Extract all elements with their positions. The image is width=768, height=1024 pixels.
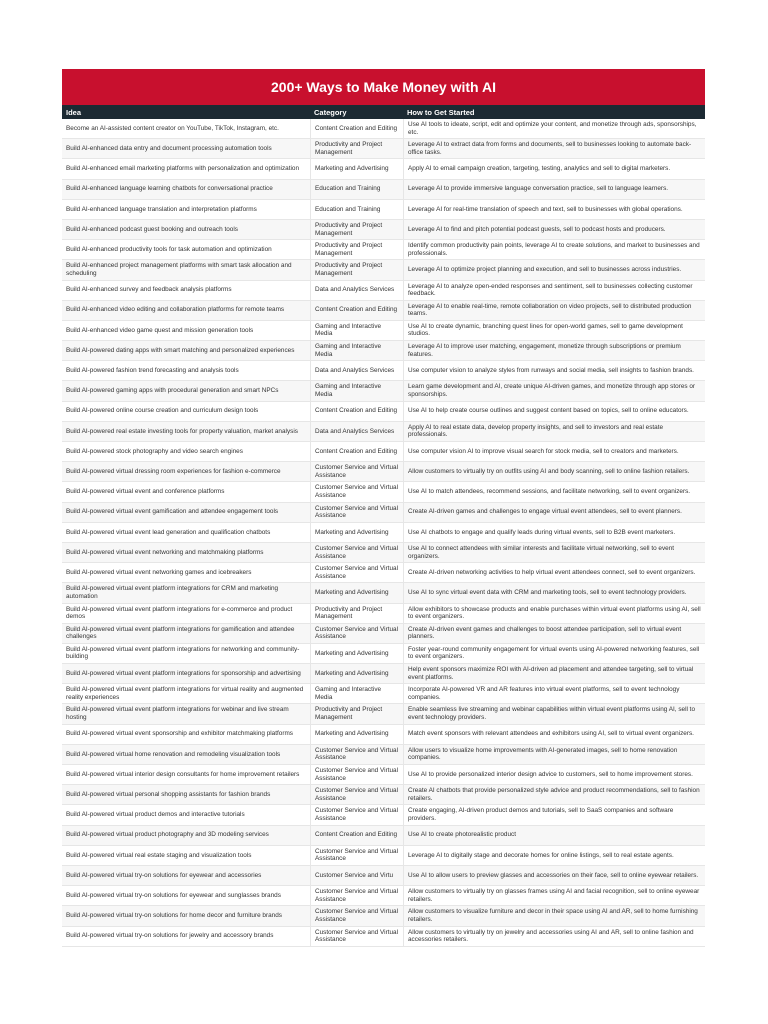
category-cell: Content Creation and Editing <box>310 402 403 421</box>
category-cell: Education and Training <box>310 200 403 219</box>
table-row <box>62 624 705 644</box>
how-to-cell: Use AI to match attendees, recommend sessions, and facilitate networking, sell to event organizers. <box>403 482 705 501</box>
table-row <box>62 684 705 704</box>
table-header <box>62 105 705 119</box>
how-to-cell: Create AI chatbots that provide personalized style advice and product recommendations, sell to fashion retailers. <box>403 785 705 804</box>
category-cell: Data and Analytics Services <box>310 422 403 441</box>
idea-cell: Build AI-enhanced data entry and document processing automation tools <box>66 144 272 152</box>
how-to-cell: Incorporate AI-powered VR and AR features into virtual event platforms, sell to event technology companies. <box>403 684 705 703</box>
idea-cell: Build AI-powered virtual event platform integrations for networking and community-building <box>66 645 300 661</box>
table-row <box>62 805 705 825</box>
idea-cell: Build AI-powered virtual event platform integrations for webinar and live stream hosting <box>66 706 289 722</box>
spreadsheet-page <box>62 69 705 947</box>
document-title: 200+ Ways to Make Money with AI <box>271 79 496 95</box>
how-to-cell: Allow users to visualize home improvements with AI-generated images, sell to home renovation companies. <box>403 745 705 764</box>
category-cell: Customer Service and Virtu <box>310 866 403 885</box>
idea-cell: Build AI-powered virtual event gamification and attendee engagement tools <box>66 508 279 516</box>
category-cell: Education and Training <box>310 180 403 199</box>
table-row <box>62 704 705 724</box>
category-cell: Data and Analytics Services <box>310 281 403 300</box>
idea-cell: Build AI-powered virtual try-on solutions for home decor and furniture brands <box>66 912 282 920</box>
table-row <box>62 301 705 321</box>
idea-cell: Build AI-enhanced language learning chatbots for conversational practice <box>66 185 273 193</box>
how-to-cell: Leverage AI to optimize project planning and execution, and sell to businesses across industries. <box>403 260 705 279</box>
how-to-cell: Allow customers to visualize furniture and decor in their space using AI and AR, sell to home furnishing retailers. <box>403 906 705 925</box>
idea-cell: Build AI-powered virtual try-on solutions for jewelry and accessory brands <box>66 932 274 940</box>
column-header-how-to-get-started: How to Get Started <box>407 107 475 117</box>
table-row <box>62 422 705 442</box>
idea-cell: Build AI-powered virtual event platform integrations for gamification and attendee challenges <box>66 625 295 641</box>
table-row <box>62 281 705 301</box>
table-row <box>62 745 705 765</box>
idea-cell: Build AI-powered real estate investing tools for property valuation, market analysis <box>66 427 298 435</box>
category-cell: Data and Analytics Services <box>310 361 403 380</box>
idea-cell: Build AI-enhanced video game quest and mission generation tools <box>66 326 254 334</box>
category-cell: Customer Service and Virtual Assistance <box>310 482 403 501</box>
how-to-cell: Allow customers to virtually try on glasses frames using AI and facial recognition, sell to online eyewear retailers. <box>403 886 705 905</box>
idea-cell: Build AI-enhanced productivity tools for task automation and optimization <box>66 245 272 253</box>
table-row <box>62 220 705 240</box>
table-row <box>62 604 705 624</box>
how-to-cell: Identify common productivity pain points, leverage AI to create solutions, and market to businesses and professionals. <box>403 240 705 259</box>
table-row <box>62 482 705 502</box>
table-row <box>62 886 705 906</box>
idea-cell: Build AI-powered virtual event lead generation and qualification chatbots <box>66 528 271 536</box>
how-to-cell: Match event sponsors with relevant attendees and exhibitors using AI, sell to virtual event organizers. <box>403 725 705 744</box>
table-row <box>62 159 705 179</box>
how-to-cell: Apply AI to real estate data, develop property insights, and sell to investors and real estate professionals. <box>403 422 705 441</box>
table-row <box>62 644 705 664</box>
category-cell: Customer Service and Virtual Assistance <box>310 624 403 643</box>
table-row <box>62 563 705 583</box>
category-cell: Marketing and Advertising <box>310 644 403 663</box>
how-to-cell: Create engaging, AI-driven product demos and tutorials, sell to SaaS companies and software providers. <box>403 805 705 824</box>
how-to-cell: Allow customers to virtually try on outfits using AI and body scanning, sell to online fashion retailers. <box>403 462 705 481</box>
how-to-cell: Leverage AI to digitally stage and decorate homes for online listings, sell to real estate agents. <box>403 846 705 865</box>
idea-cell: Build AI-powered virtual personal shopping assistants for fashion brands <box>66 790 271 798</box>
how-to-cell: Use AI chatbots to engage and qualify leads during virtual events, sell to B2B event marketers. <box>403 523 705 542</box>
idea-cell: Build AI-powered virtual try-on solutions for eyewear and sunglasses brands <box>66 891 281 899</box>
category-cell: Content Creation and Editing <box>310 442 403 461</box>
idea-cell: Build AI-powered gaming apps with procedural generation and smart NPCs <box>66 387 279 395</box>
category-cell: Customer Service and Virtual Assistance <box>310 765 403 784</box>
table-row <box>62 543 705 563</box>
category-cell: Customer Service and Virtual Assistance <box>310 805 403 824</box>
how-to-cell: Help event sponsors maximize ROI with AI-driven ad placement and attendee targeting, sell to virtual event platforms. <box>403 664 705 683</box>
table-row <box>62 765 705 785</box>
idea-cell: Build AI-powered virtual try-on solutions for eyewear and accessories <box>66 871 262 879</box>
category-cell: Marketing and Advertising <box>310 725 403 744</box>
category-cell: Productivity and Project Management <box>310 704 403 723</box>
category-cell: Productivity and Project Management <box>310 220 403 239</box>
idea-cell: Build AI-powered virtual dressing room experiences for fashion e-commerce <box>66 467 281 475</box>
idea-cell: Build AI-enhanced podcast guest booking and outreach tools <box>66 225 238 233</box>
idea-cell: Build AI-powered virtual home renovation and remodeling visualization tools <box>66 750 281 758</box>
how-to-cell: Allow exhibitors to showcase products and enable purchases within virtual event platforms using AI, sell to event organizers. <box>403 604 705 623</box>
category-cell: Productivity and Project Management <box>310 260 403 279</box>
how-to-cell: Leverage AI to analyze open-ended responses and sentiment, sell to businesses collecting customer feedback. <box>403 281 705 300</box>
category-cell: Marketing and Advertising <box>310 583 403 602</box>
table-row <box>62 321 705 341</box>
idea-cell: Build AI-powered virtual event platform integrations for virtual reality and augmented reality experiences <box>66 686 304 701</box>
idea-cell: Build AI-enhanced email marketing platforms with personalization and optimization <box>66 165 300 173</box>
table-row <box>62 402 705 422</box>
idea-cell: Build AI-powered virtual event platform integrations for e-commerce and product demos <box>66 605 293 621</box>
category-cell: Customer Service and Virtual Assistance <box>310 886 403 905</box>
table-row <box>62 442 705 462</box>
idea-cell: Become an AI-assisted content creator on YouTube, TikTok, Instagram, etc. <box>66 124 279 132</box>
category-cell: Gaming and Interactive Media <box>310 321 403 340</box>
category-cell: Customer Service and Virtual Assistance <box>310 906 403 925</box>
category-cell: Content Creation and Editing <box>310 301 403 320</box>
category-cell: Gaming and Interactive Media <box>310 341 403 360</box>
category-cell: Content Creation and Editing <box>310 826 403 845</box>
table-row <box>62 240 705 260</box>
table-row <box>62 725 705 745</box>
table-row <box>62 139 705 159</box>
how-to-cell: Use AI tools to ideate, script, edit and optimize your content, and monetize through ads, sponsorships, etc. <box>403 119 705 138</box>
category-cell: Content Creation and Editing <box>310 119 403 138</box>
idea-cell: Build AI-enhanced project management platforms with smart task allocation and scheduling <box>66 262 292 277</box>
idea-cell: Build AI-powered virtual real estate staging and visualization tools <box>66 851 252 859</box>
category-cell: Productivity and Project Management <box>310 604 403 623</box>
category-cell: Gaming and Interactive Media <box>310 381 403 400</box>
how-to-cell: Allow customers to virtually try on jewelry and accessories using AI and AR, sell to online fashion and accessories retailers. <box>403 927 705 946</box>
idea-cell: Build AI-powered virtual product demos and interactive tutorials <box>66 811 245 819</box>
table-row <box>62 119 705 139</box>
how-to-cell: Use AI to allow users to preview glasses and accessories on their face, sell to online eyewear retailers. <box>403 866 705 885</box>
table-row <box>62 462 705 482</box>
how-to-cell: Use AI to help create course outlines and suggest content based on topics, sell to online educators. <box>403 402 705 421</box>
how-to-cell: Use computer vision AI to improve visual search for stock media, sell to creators and marketers. <box>403 442 705 461</box>
table-row <box>62 200 705 220</box>
column-header-idea: Idea <box>66 107 82 117</box>
how-to-cell: Use AI to connect attendees with similar interests and facilitate virtual networking, sell to event organizers. <box>403 543 705 562</box>
table-row <box>62 583 705 603</box>
table-row <box>62 260 705 280</box>
idea-cell: Build AI-powered online course creation and curriculum design tools <box>66 407 259 415</box>
idea-cell: Build AI-powered virtual product photography and 3D modeling services <box>66 831 269 839</box>
table-row <box>62 180 705 200</box>
column-header-category: Category <box>314 107 347 117</box>
category-cell: Customer Service and Virtual Assistance <box>310 503 403 522</box>
how-to-cell: Apply AI to email campaign creation, targeting, testing, analytics and sell to digital marketers. <box>403 159 705 178</box>
table-row <box>62 381 705 401</box>
category-cell: Productivity and Project Management <box>310 240 403 259</box>
idea-cell: Build AI-powered virtual interior design consultants for home improvement retailers <box>66 770 300 778</box>
table-row <box>62 906 705 926</box>
how-to-cell: Use AI to create photorealistic product <box>403 826 705 845</box>
how-to-cell: Leverage AI to improve user matching, engagement, monetize through subscriptions or premium features. <box>403 341 705 360</box>
how-to-cell: Leverage AI to enable real-time, remote collaboration on video projects, sell to distributed production teams. <box>403 301 705 320</box>
table-row <box>62 523 705 543</box>
how-to-cell: Leverage AI for real-time translation of speech and text, sell to businesses with global operations. <box>403 200 705 219</box>
table-row <box>62 846 705 866</box>
how-to-cell: Create AI-driven event games and challenges to boost attendee participation, sell to virtual event planners. <box>403 624 705 643</box>
how-to-cell: Leverage AI to extract data from forms and documents, sell to businesses looking to automate back-office tasks. <box>403 139 705 158</box>
table-row <box>62 361 705 381</box>
table-row <box>62 664 705 684</box>
category-cell: Customer Service and Virtual Assistance <box>310 846 403 865</box>
category-cell: Gaming and Interactive Media <box>310 684 403 703</box>
idea-cell: Build AI-powered fashion trend forecasting and analysis tools <box>66 367 239 375</box>
idea-cell: Build AI-powered virtual event networking games and icebreakers <box>66 568 252 576</box>
idea-cell: Build AI-powered stock photography and video search engines <box>66 447 243 455</box>
how-to-cell: Use AI to provide personalized interior design advice to customers, sell to home improvement stores. <box>403 765 705 784</box>
idea-cell: Build AI-enhanced language translation and interpretation platforms <box>66 205 257 213</box>
table-row <box>62 341 705 361</box>
table-row <box>62 866 705 886</box>
category-cell: Customer Service and Virtual Assistance <box>310 927 403 946</box>
how-to-cell: Learn game development and AI, create unique AI-driven games, and monetize through app stores or sponsorships. <box>403 381 705 400</box>
how-to-cell: Foster year-round community engagement for virtual events using AI-powered networking features, sell to event organizers. <box>403 644 705 663</box>
how-to-cell: Enable seamless live streaming and webinar capabilities within virtual event platforms using AI, sell to event technology providers. <box>403 704 705 723</box>
idea-cell: Build AI-powered virtual event and conference platforms <box>66 488 225 496</box>
category-cell: Marketing and Advertising <box>310 523 403 542</box>
idea-cell: Build AI-powered dating apps with smart matching and personalized experiences <box>66 346 295 354</box>
idea-cell: Build AI-powered virtual event platform integrations for sponsorship and advertising <box>66 669 301 677</box>
idea-cell: Build AI-powered virtual event sponsorship and exhibitor matchmaking platforms <box>66 730 293 738</box>
idea-cell: Build AI-powered virtual event networking and matchmaking platforms <box>66 548 264 556</box>
category-cell: Customer Service and Virtual Assistance <box>310 563 403 582</box>
how-to-cell: Use AI to sync virtual event data with CRM and marketing tools, sell to event technology providers. <box>403 583 705 602</box>
category-cell: Customer Service and Virtual Assistance <box>310 745 403 764</box>
category-cell: Marketing and Advertising <box>310 159 403 178</box>
how-to-cell: Create AI-driven networking activities to help virtual event attendees connect, sell to event organizers. <box>403 563 705 582</box>
category-cell: Customer Service and Virtual Assistance <box>310 462 403 481</box>
table-row <box>62 927 705 947</box>
table-row <box>62 503 705 523</box>
table-body <box>62 119 705 947</box>
how-to-cell: Use computer vision to analyze styles from runways and social media, sell insights to fashion brands. <box>403 361 705 380</box>
table-row <box>62 785 705 805</box>
idea-cell: Build AI-enhanced video editing and collaboration platforms for remote teams <box>66 306 285 314</box>
idea-cell: Build AI-enhanced survey and feedback analysis platforms <box>66 286 232 294</box>
title-banner <box>62 69 705 105</box>
category-cell: Customer Service and Virtual Assistance <box>310 543 403 562</box>
table-row <box>62 826 705 846</box>
category-cell: Productivity and Project Management <box>310 139 403 158</box>
idea-cell: Build AI-powered virtual event platform integrations for CRM and marketing automation <box>66 585 279 600</box>
how-to-cell: Leverage AI to find and pitch potential podcast guests, sell to podcast hosts and producers. <box>403 220 705 239</box>
how-to-cell: Leverage AI to provide immersive language conversation practice, sell to language learners. <box>403 180 705 199</box>
how-to-cell: Create AI-driven games and challenges to engage virtual event attendees, sell to event planners. <box>403 503 705 522</box>
how-to-cell: Use AI to create dynamic, branching quest lines for open-world games, sell to game development studios. <box>403 321 705 340</box>
category-cell: Marketing and Advertising <box>310 664 403 683</box>
category-cell: Customer Service and Virtual Assistance <box>310 785 403 804</box>
